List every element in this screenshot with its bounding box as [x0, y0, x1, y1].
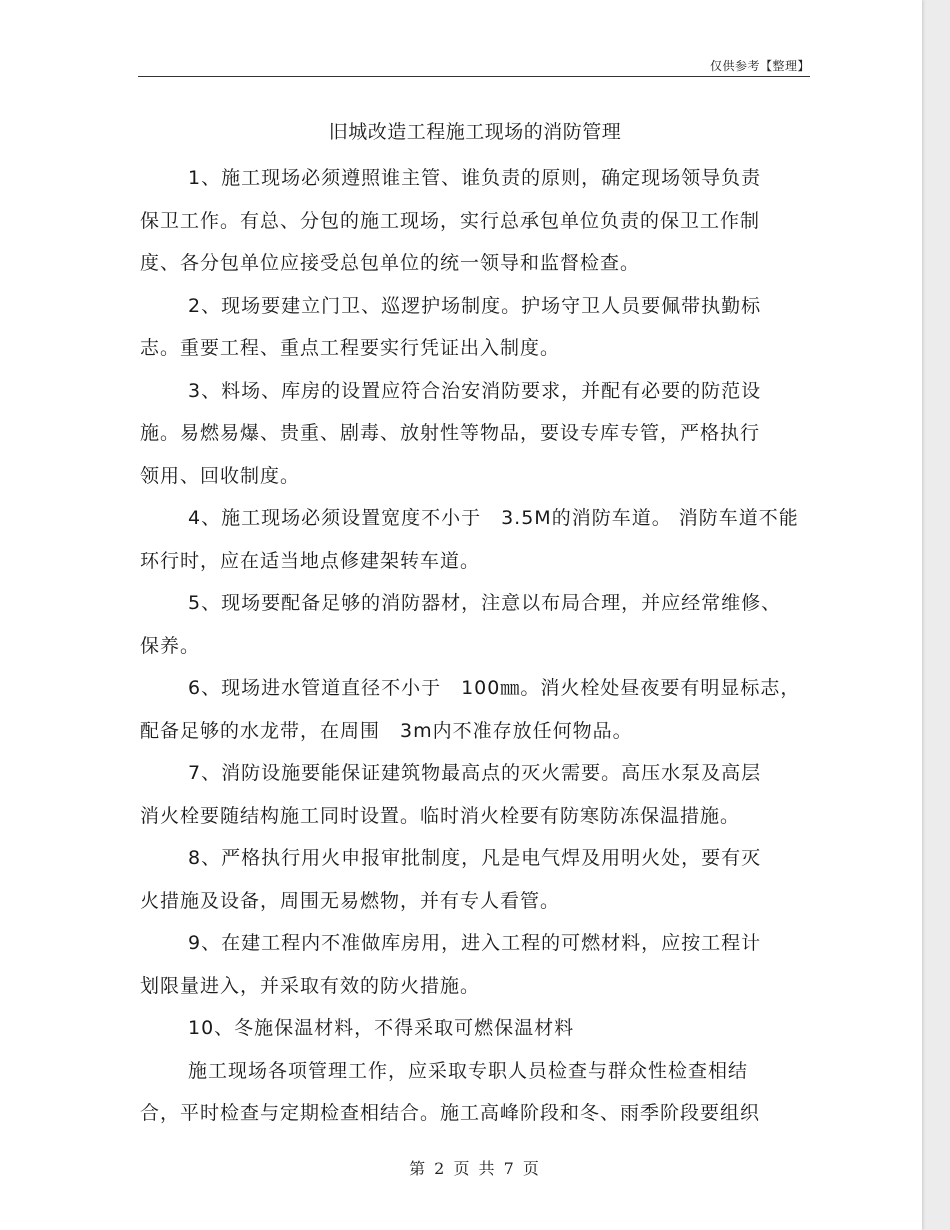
text-line: 施。易燃易爆、贵重、剧毒、放射性等物品，要设专库专管，严格执行: [140, 422, 761, 444]
text-line: 保卫工作。有总、分包的施工现场，实行总承包单位负责的保卫工作制: [140, 209, 761, 232]
text-line: 10、冬施保温材料，不得采取可燃保温材料: [188, 1017, 575, 1039]
page-number-footer: 第 2 页 共 7 页: [409, 1159, 541, 1178]
header-note: 仅供参考【整理】: [709, 59, 810, 73]
text-line: 8、严格执行用火申报审批制度，凡是电气焊及用明火处，要有灭: [188, 847, 762, 869]
text-line: 领用、回收制度。: [140, 464, 301, 487]
text-line: 施工现场各项管理工作，应采取专职人员检查与群众性检查相结: [188, 1059, 749, 1082]
text-line: 合，平时检查与定期检查相结合。施工高峰阶段和冬、雨季阶段要组织: [140, 1102, 761, 1124]
text-line: 保养。: [140, 634, 201, 657]
document-title: 旧城改造工程施工现场的消防管理: [328, 121, 622, 143]
text-line: 9、在建工程内不准做库房用，进入工程的可燃材料，应按工程计: [188, 932, 762, 954]
text-line: 划限量进入，并采取有效的防火措施。: [140, 974, 481, 997]
header-divider: [138, 76, 810, 77]
text-line: 6、现场进水管道直径不小于 100㎜。消火栓处昼夜要有明显标志，: [188, 677, 801, 699]
text-line: 1、施工现场必须遵照谁主管、谁负责的原则，确定现场领导负责: [188, 167, 762, 189]
text-line: 配备足够的水龙带，在周围 3m内不准存放任何物品。: [140, 719, 633, 742]
text-line: 3、料场、库房的设置应符合治安消防要求，并配有必要的防范设: [188, 379, 762, 402]
text-line: 火措施及设备，周围无易燃物，并有专人看管。: [140, 889, 561, 912]
text-line: 4、施工现场必须设置宽度不小于 3.5M的消防车道。 消防车道不能: [188, 507, 799, 529]
text-line: 5、现场要配备足够的消防器材，注意以布局合理，并应经常维修、: [188, 592, 782, 614]
text-line: 7、消防设施要能保证建筑物最高点的灭火需要。高压水泵及高层: [188, 762, 762, 784]
document-body: [140, 157, 808, 1135]
text-line: 度、各分包单位应接受总包单位的统一领导和监督检查。: [140, 252, 641, 274]
text-line: 消火栓要随结构施工同时设置。临时消火栓要有防寒防冻保温措施。: [140, 804, 741, 827]
text-line: 2、现场要建立门卫、巡逻护场制度。护场守卫人员要佩带执勤标: [188, 294, 762, 317]
text-line: 志。重要工程、重点工程要实行凭证出入制度。: [140, 337, 561, 359]
text-line: 环行时，应在适当地点修建架转车道。: [140, 549, 481, 572]
